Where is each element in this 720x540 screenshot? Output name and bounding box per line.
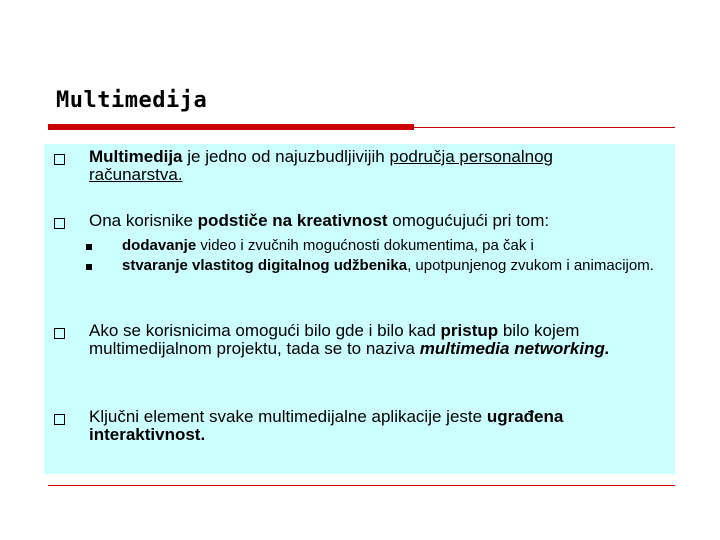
- sub-bullet-icon: [86, 244, 92, 250]
- text-segment: bilo kojem multimedijalnom projektu, tada se to naziva: [89, 321, 580, 358]
- bullet-text-3: [89, 322, 649, 358]
- sub-bullet-text-2: [122, 258, 682, 274]
- title-underline-thick: [48, 124, 414, 130]
- content-panel: [44, 144, 675, 474]
- text-segment: multimedia networking.: [419, 339, 610, 358]
- text-segment: podstiče na kreativnost: [197, 211, 388, 230]
- text-segment: , upotpunjenog zvukom i animacijom.: [407, 257, 654, 274]
- square-bullet-icon: [54, 154, 65, 165]
- text-segment: pristup: [440, 321, 499, 340]
- text-segment: područja personalnog računarstva.: [89, 147, 554, 184]
- text-segment: video i zvučnih mogućnosti dokumentima, pa čak i: [196, 237, 534, 254]
- title-underline-thin: [414, 127, 675, 128]
- text-segment: Ako se korisnicima omogući bilo gde i bilo kad: [89, 321, 441, 340]
- text-segment: stvaranje vlastitog digitalnog udžbenika: [122, 257, 408, 274]
- bullet-text-2: [89, 212, 649, 230]
- text-segment: Ona korisnike: [89, 211, 198, 230]
- text-segment: Ključni element svake multimedijalne aplikacije jeste: [89, 407, 487, 426]
- text-segment: Multimedija: [89, 147, 183, 166]
- sub-bullet-icon: [86, 264, 92, 270]
- bullet-text-1: [89, 148, 649, 184]
- sub-bullet-text-1: [122, 238, 682, 254]
- square-bullet-icon: [54, 218, 65, 229]
- text-segment: je jedno od najuzbudljivijih: [182, 147, 390, 166]
- bullet-text-4: [89, 408, 649, 444]
- text-segment: omogućujući pri tom:: [387, 211, 550, 230]
- text-segment: dodavanje: [122, 237, 197, 254]
- text-segment: ugrađena interaktivnost.: [89, 407, 564, 444]
- slide-title: Multimedija: [56, 88, 208, 113]
- bottom-rule: [48, 485, 675, 486]
- square-bullet-icon: [54, 328, 65, 339]
- square-bullet-icon: [54, 414, 65, 425]
